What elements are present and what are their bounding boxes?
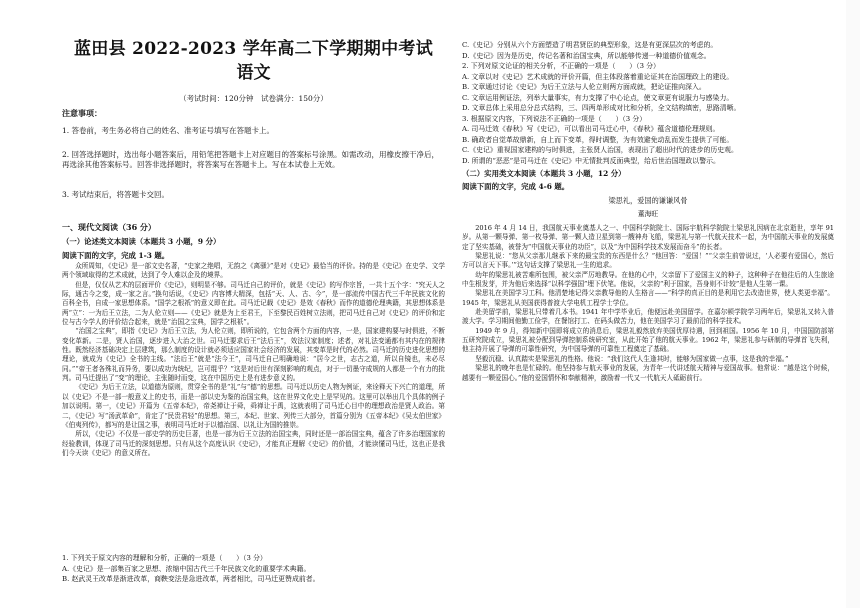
exam-title: 蓝田县 2022-2023 学年高二下学期期中考试 (73, 39, 434, 59)
paragraph: 但是，仅仅从艺术的层面评价《史记》，则明显不够。司马迁自己的评价，就是《史记》的写作宗旨，一共十五个字：“究天人之际，通古今之变，成一家之言。”换句话说，《史记》内容博大精深，包括“天、人、古、今”，是一部流传中国古代三千年民族文化的百科全书，自成一家思想体系。“国学之根祇”的意义即在此。司马迁记载《史记》是效《春秋》而作的道德伦理典籍，其思想体系是两“立”：一为后王立法，二为人伦立则——《史记》就是为上至君王，下至黎民百姓树立法则，把司马迁自己对《史记》的评价和定位与古今学人的评价结合起来，就是“治国之宝典，国学之根祇”。 (62, 280, 445, 327)
article-title: 梁思礼，爱国的谦谦风骨 (608, 196, 688, 205)
q2-option-c: C. 文章运用例证法，列举大量事实，有力支撑了中心论点，使文章更有说服力与感染力。 (462, 93, 734, 102)
scrollbar-track[interactable] (846, 0, 860, 608)
passage-2 (462, 224, 834, 602)
q3-option-b: B. 确政者自觉革故鼎新，自上而下变革，得时调整，为有效避免动乱而发生提供了可能。 (462, 135, 734, 144)
paragraph: 坚毅沉稳、认真踏实是梁思礼的性格。他说：“我们这代人生逢其时，能够为国家做一点事，这是我的幸福。” (475, 354, 789, 363)
sub-heading: （一）论述类文本阅读（本题共 3 小题，9 分） (62, 237, 221, 246)
option-c: C.《史记》分别从六个方面塑造了明君贤臣的典型形象，这是有更深层次的考虑的。 (462, 41, 718, 49)
paragraph: 幼年的梁思礼被苦难所包围，被父亲严厉地教导。在他的心中，父亲留下了爱国主义的种子，这种种子在他往后的人生旅途中生根发芽，并为他后来选择“以科学强国”埋下伏笔。他说，父亲的“利于国家，吾身则不计较”是他人生第一课。 (462, 270, 834, 289)
paragraph: 众所周知，《史记》是一部文史名著，“史家之绝唱，无韵之《离骚》”是对《史记》最恰当的评价。持的是《史记》在史学、文学两个领域取得的艺术成就，达到了令人难以企及的境界。 (62, 262, 445, 280)
paragraph: 所以，《史记》不仅是一部史学的历史巨著，也是一部为后王立法的治国宝典，同时还是一部治国宝典，蕴含了许多治理国家的经验教训，体现了司马迁的深刻思想。只有从这个高度认识《史记》，才能真正理解《史记》的价值，才能读懂司马迁，这也正是我们今天读《史记》的意义所在。 (62, 430, 445, 457)
q2-option-d: D. 文章总体上采用总分总式结构，三、四两单形成对比和分析，全文结构缜密，思路清晰。 (462, 104, 741, 112)
section-heading: 一、现代文阅读（36 分） (62, 222, 156, 232)
question-1 (62, 553, 445, 585)
q2-option-a: A. 文章以对《史记》艺术成就的评价开篇，但主体段落着重论证其在治国理政上的建设。 (462, 72, 734, 81)
question-stem: 1. 下列关于原文内容的理解和分析，正确的一项是（ ）（3 分） (62, 554, 267, 562)
paragraph: 梁思礼说：“您从父亲那儿继承下来的最宝贵的东西是什么？”他回答：“爱国！”“父亲生前曾说过，‘人必要有爱国心，然后方可以言天下事。’”这句话支撑了梁思礼一生的追求。 (462, 252, 834, 270)
option-a: A.《史记》是一部集百家之思想、浓缩中国古代三千年民族文化的重要学术典籍。 (62, 564, 311, 573)
notice-item-3: 3. 考试结束后，将答题卡交回。 (62, 190, 170, 199)
notice-item-1: 1. 答卷前，考生务必将自己的姓名、准考证号填写在答题卡上。 (62, 126, 275, 135)
option-d: D.《史记》因为是历史，传记名著和治国宝典，所以能够传递一种道德价值观念。 (462, 51, 711, 60)
q3-option-d: D. 所谓的“恶恶”是司马迁在《史记》中无情批判反面典型，给后世治国理政以警示。 (462, 156, 720, 165)
question-3-stem: 3. 根据原文内容，下列说法不正确的一项是（ ）（3 分） (462, 114, 647, 123)
sub-heading-2: （二）实用类文本阅读（本题共 3 小题，12 分） (462, 169, 626, 178)
notice-item-2: 2. 回答选择题时，选出每小题答案后，用铅笔把答题卡上对应题目的答案标号涂黑。如需改动，用橡皮擦干净后，再选涂其他答案标号。回答非选择题时，将答案写在答题卡上。写在本试卷上无效。 (62, 150, 440, 170)
paragraph: “治国之宝典”，即指《史记》为后王立法，为人伦立则，即所说的，它包含两个方面的内容，一是，国家建构要与时俱进，不断变化革新。二是，贤人治国，逐步进入大治之世。司马迁要求后王“法后王”，效法汉家制度；述者，对礼法变通都有其内在的规律性。既然经济基础决定上层建筑，那么制度的设计就必须适应国家社会经济的发展，其变革是时代的必然。司马迁的历史进化思想的理论，就成为《史记》全书的主线。“法后王”就是“法今王”，司马迁自己明确地说：“居今之世，志古之道，所以自镜也，未必尽同。”“帝王者各殊礼而异务，要以成功为统纪，岂可绲乎？”这是对后世有深刻影响的观点，对于一切墨守成规的人都是一个有力的批判。司马迁提出了“变”的理论，主张随时而变，这在中国历史上是有进步意义的。 (62, 327, 445, 383)
passage-1 (62, 262, 445, 549)
paragraph: 《史记》为后王立法，以道德为原则，贯穿全书的是“礼”与“德”的思想。司马迁以历史人物为例证，来诠释天下兴亡的道理，所以《史记》不是一部一般意义上的史书，而是一部以史为鉴的治国宝典，这在世界文化史上是罕见的。这里可以举出几个具体的例子加以说明。第一，《史记》开篇为《五帝本纪》，帝尧禅让于舜，舜禅让于禹，这就表明了司马迁心目中的理想政治是贤人政治。第二，《史记》写“汤武革命”，肯定了“民贵君轻”的思想。第三，本纪、世家、列传三大部分，首篇分别为《五帝本纪》《吴太伯世家》《伯夷列传》，都写的是让国之事，表明司马迁对于以德治国、以礼让为国的推崇。 (62, 383, 445, 429)
paragraph: 2016 年 4 月 14 日，我国航天事业奠基人之一、中国科学院院士、国际宇航科学院院士梁思礼因病在北京逝世，享年 91 岁。从第一颗导弹、第一枚导弹、第一颗人造卫星到第一艘神舟飞船，梁思礼与第一代航天技术一起，为中国航天事业的发展奠定了坚实基础，被誉为“中国航天事业的功臣”，以及“为中国科学技术发展而奋斗”的长者。 (462, 224, 834, 251)
paragraph: 梁思礼的晚年也是忙碌的。他坚持参与航天事业的发展，为青年一代讲述航天精神与爱国故事。他常说：“越是这个时候，越要有一颗爱国心。”他的爱国情怀和奉献精神，激励着一代又一代航天人砥砺前行。 (462, 364, 834, 382)
q3-option-a: A. 司马迁效《春秋》写《史记》，可以看出司马迁心中，《春秋》蕴含道德伦理规则。 (462, 125, 720, 133)
instruction-2: 阅读下面的文字，完成 4-6 题。 (462, 182, 570, 191)
article-author: 董海旺 (637, 210, 659, 218)
instruction: 阅读下面的文字，完成 1-3 题。 (62, 251, 170, 260)
paragraph: 1949 年 9 月，得知新中国即将成立的消息后，梁思礼毅然放弃美国优厚待遇，回到祖国。1956 年 10 月，中国国防部第五研究院成立，梁思礼被分配到导弹控制系统研究室，从此开始了他的航天事业。1962 年，梁思礼参与研制的导弹首飞失利，他主持开展了导弹的可靠性研究，为中国导弹的可靠性工程奠定了基础。 (462, 326, 834, 354)
notice-heading: 注意事项： (62, 108, 102, 118)
exam-subject: 语文 (236, 63, 271, 83)
paragraph: 赴美留学前，梁思礼只带着几本书。1941 年中学毕业后，他便远赴美国留学。在嘉尔顿学院学习两年后，梁思礼又转入普渡大学。学习期间他勤工俭学，在餐馆打工、在码头做苦力，他在美国学习了最前沿的科学技术。 (462, 308, 834, 326)
question-1-cont (462, 40, 834, 166)
q3-option-c: C.《史记》重视国家建构的与时俱进，主张贤人治国，表现出了超出时代的进步的历史观。 (462, 146, 738, 154)
option-b: B. 赵武灵王改革是渐进改革，商鞅变法是急进改革，两者相比，司马迁更赞成前者。 (62, 575, 320, 583)
question-2-stem: 2. 下列对原文论证的相关分析，不正确的一项是（ ）（3 分） (462, 62, 660, 70)
q2-option-b: B. 文章通过讨论《史记》为后王立法与人伦立则两方面成就，把论证推向深入。 (462, 83, 706, 91)
exam-info: （考试时间：120分钟 试卷满分：150分） (179, 94, 328, 103)
paragraph: 梁思礼在美国学习工科。他清楚地记得父亲教导他的人生格言——“科学的真正目的是利用它去改造世界，使人类更幸福”。1945 年，梁思礼从美国获得普渡大学电机工程学士学位。 (462, 289, 834, 307)
